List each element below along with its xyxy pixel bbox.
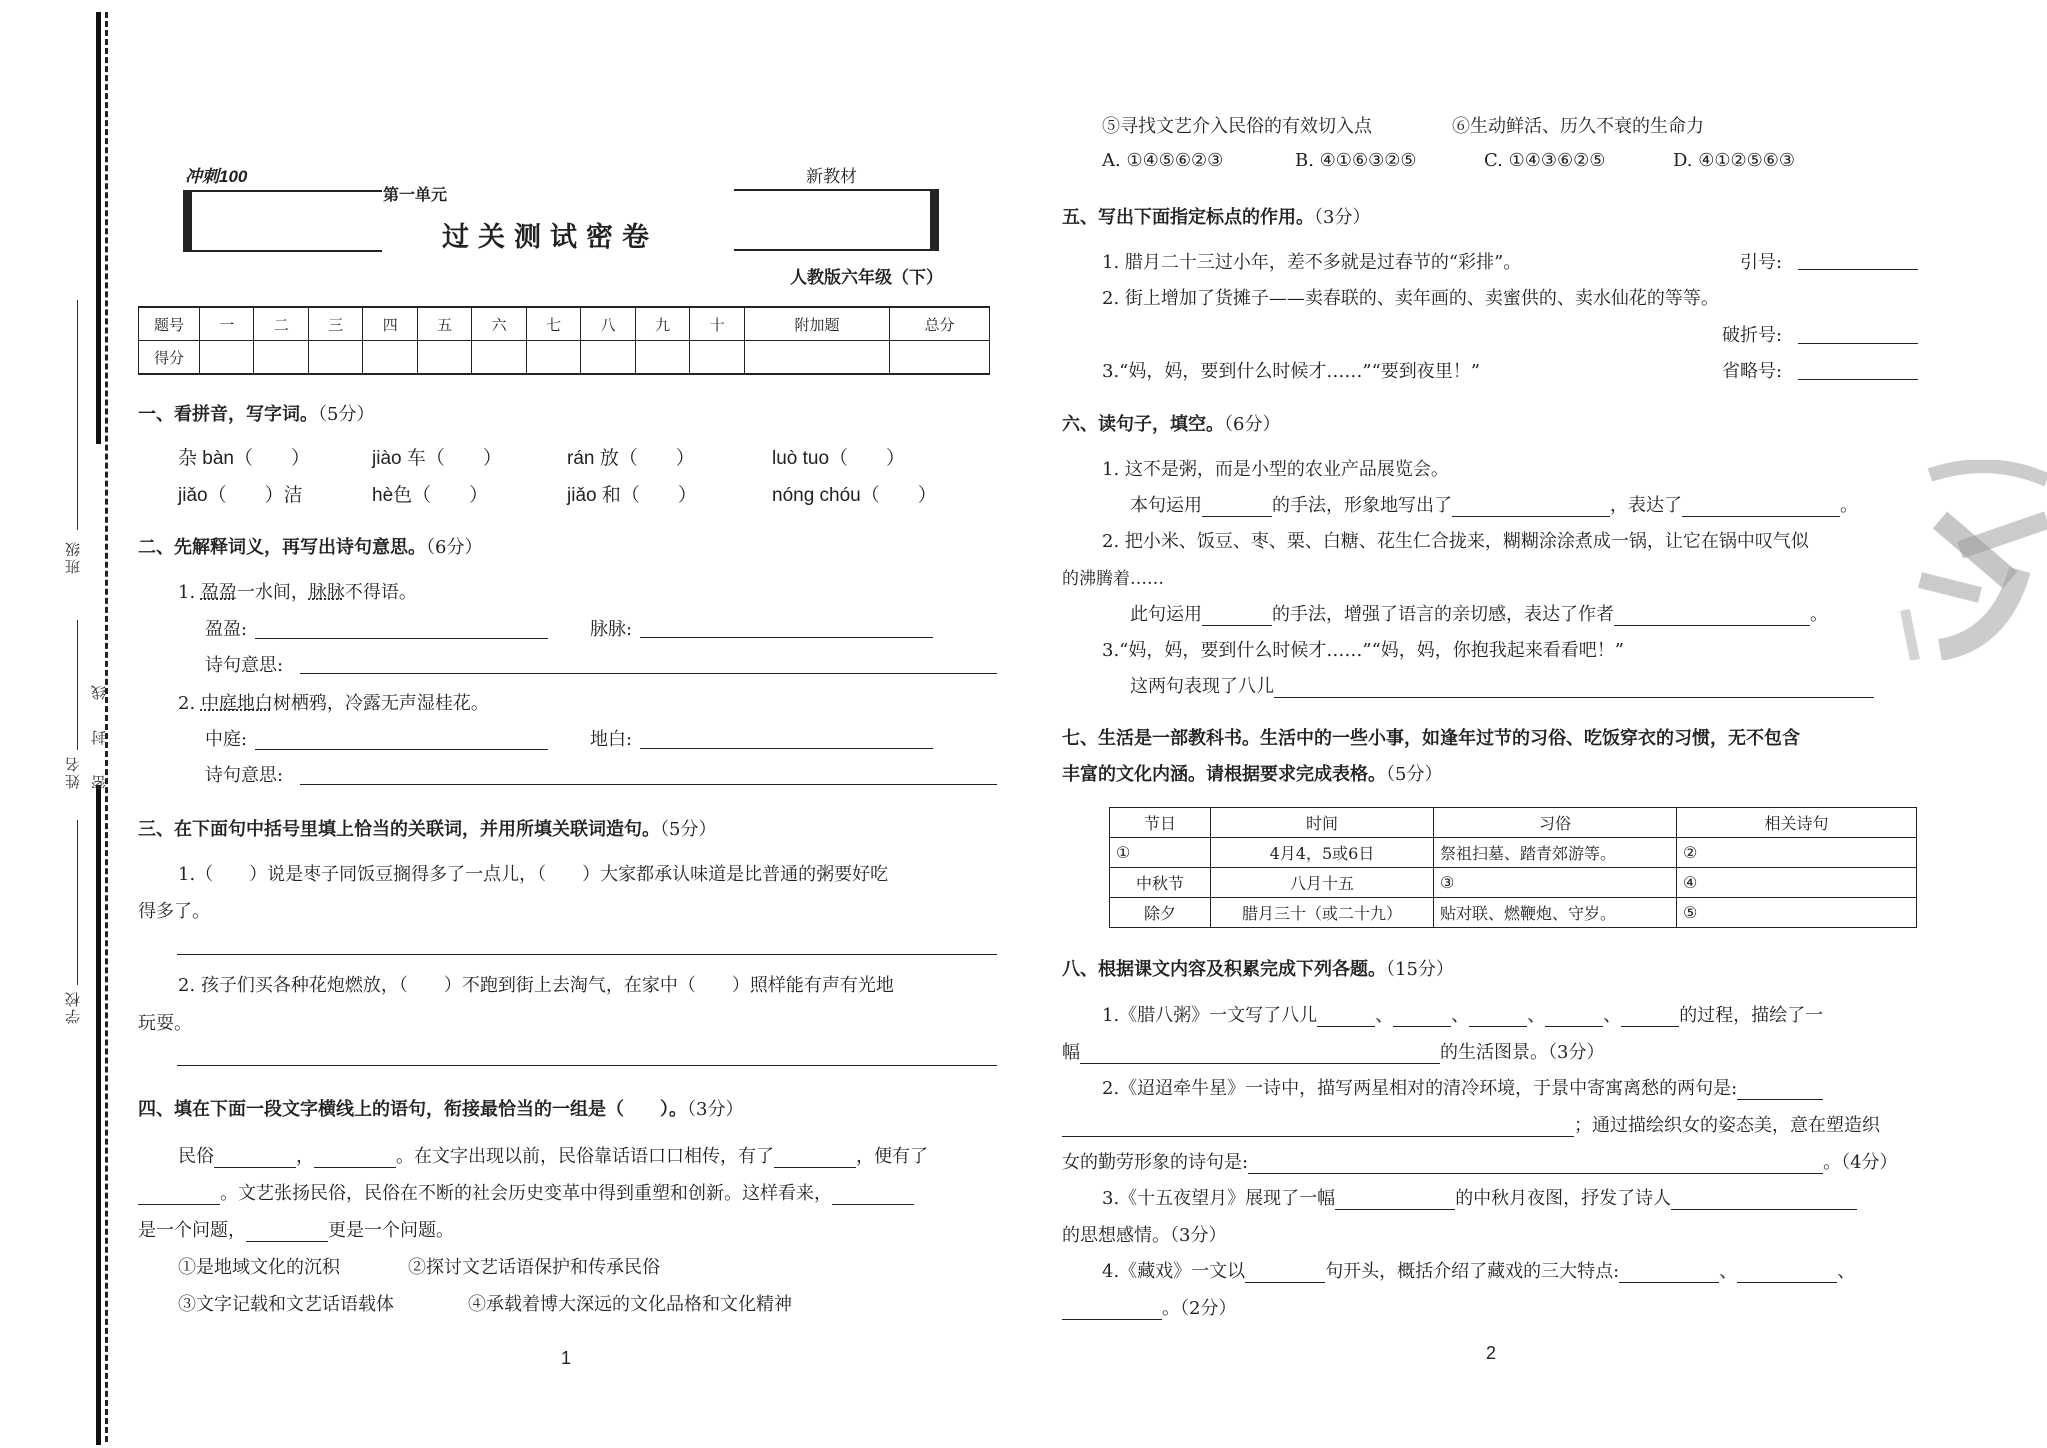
passage-line xyxy=(138,1216,454,1242)
seal-char-line: 线 xyxy=(90,685,108,700)
fill-blank[interactable] xyxy=(1737,1081,1823,1100)
fill-blank[interactable] xyxy=(1080,1045,1440,1064)
fill-text: 、 xyxy=(1527,1005,1546,1026)
score-row-header: 得分 xyxy=(139,341,200,375)
question-text: 1. 腊月二十三过小年，差不多就是过春节的“彩排”。 xyxy=(1102,252,1522,273)
pinyin-item[interactable]: jiǎo 和（ ） xyxy=(567,485,697,506)
section-title-text: 三、在下面句中括号里填上恰当的关联词，并用所填关联词造句。 xyxy=(138,819,660,840)
fill-text: ，表达了 xyxy=(1610,495,1682,516)
cell-poem[interactable]: ④ xyxy=(1677,868,1917,898)
question-text: 2. 把小米、饭豆、枣、栗、白糖、花生仁合拢来，糊糊涂涂煮成一锅，让它在锅中叹气似 xyxy=(1102,531,1809,552)
binding-bar-bottom xyxy=(96,785,101,1445)
fill-text: 的过程，描绘了一 xyxy=(1679,1005,1824,1026)
seal-char-seal: 封 xyxy=(90,730,108,745)
score-cell[interactable] xyxy=(472,341,526,375)
score-col: 八 xyxy=(581,307,635,341)
fill-blank[interactable] xyxy=(1248,1155,1823,1174)
page-number: 2 xyxy=(1486,1343,1497,1363)
score-col: 五 xyxy=(417,307,471,341)
choice-d[interactable]: D. ④①②⑤⑥③ xyxy=(1673,150,1796,171)
fill-text: 的中秋月夜图，抒发了诗人 xyxy=(1455,1188,1672,1209)
section-points: （15分） xyxy=(1386,959,1454,980)
answer-blank[interactable] xyxy=(640,748,933,749)
fill-blank[interactable] xyxy=(1737,1264,1837,1283)
passage-line xyxy=(178,1142,928,1168)
score-col: 二 xyxy=(254,307,308,341)
fill-blank[interactable] xyxy=(1062,1118,1574,1137)
section-1-title xyxy=(138,400,374,426)
option-item: ②探讨文艺话语保护和传承民俗 xyxy=(408,1257,660,1278)
question-number: 2. xyxy=(178,693,196,714)
answer-blank[interactable] xyxy=(300,673,997,674)
fill-text: 的生活图景。（3分） xyxy=(1440,1042,1605,1063)
fill-blank[interactable] xyxy=(1274,679,1874,698)
section-title-text: 一、看拼音，写字词。 xyxy=(138,404,318,425)
option-item: ④承载着博大深远的文化品格和文化精神 xyxy=(468,1294,792,1315)
poem-text: 不得语。 xyxy=(344,582,417,603)
section-3-title xyxy=(138,815,716,841)
fill-text: ；通过描绘织女的姿态美，意在塑造织 xyxy=(1574,1115,1880,1136)
question-text: 3.“妈，妈，要到什么时候才……”“要到夜里！” xyxy=(1102,361,1480,382)
passage-text: 更是一个问题。 xyxy=(328,1220,454,1241)
meaning-label: 诗句意思: xyxy=(205,655,284,676)
fill-blank[interactable] xyxy=(138,1186,220,1205)
score-col: 七 xyxy=(526,307,580,341)
fill-text: 。 xyxy=(1810,604,1828,625)
score-row-header: 题号 xyxy=(139,307,200,341)
fill-line xyxy=(1062,1294,1236,1320)
punct-label-ellipsis: 省略号: xyxy=(1722,361,1783,382)
choice-c[interactable]: C. ①④③⑥②⑤ xyxy=(1484,150,1606,171)
pinyin-item[interactable]: rán 放（ ） xyxy=(567,448,695,469)
score-col: 六 xyxy=(472,307,526,341)
cell-custom: 祭祖扫墓、踏青郊游等。 xyxy=(1434,838,1677,868)
fill-text: 、 xyxy=(1719,1261,1738,1282)
fill-line xyxy=(1130,600,1828,626)
score-cell[interactable] xyxy=(526,341,580,375)
fill-blank[interactable] xyxy=(314,1149,396,1168)
cell-custom: 贴对联、燃鞭炮、守岁。 xyxy=(1434,898,1677,928)
pinyin-item[interactable]: jiào 车（ ） xyxy=(372,448,502,469)
option-item: ⑤寻找文艺介入民俗的有效切入点 xyxy=(1102,116,1372,137)
unit-badge: 第一单元 xyxy=(383,185,448,204)
option-item: ③文字记载和文艺话语载体 xyxy=(178,1294,394,1315)
fill-text: 本句运用 xyxy=(1130,495,1202,516)
cell-festival[interactable]: ① xyxy=(1110,838,1211,868)
cell-festival: 中秋节 xyxy=(1110,868,1211,898)
cell-time: 八月十五 xyxy=(1211,868,1434,898)
fill-blank[interactable] xyxy=(1469,1008,1527,1027)
passage-text: 。在文字出现以前，民俗靠话语口口相传，有了 xyxy=(396,1146,774,1167)
section-title-text: 二、先解释词义，再写出诗句意思。 xyxy=(138,537,426,558)
fill-blank[interactable] xyxy=(1671,1191,1857,1210)
binding-bar-top xyxy=(96,12,101,444)
poem-text: 一水间， xyxy=(236,582,309,603)
fill-text: 、 xyxy=(1603,1005,1622,1026)
school-field-line[interactable] xyxy=(77,820,78,985)
fill-text: 这两句表现了八儿 xyxy=(1130,676,1274,697)
name-field-label: 姓名 xyxy=(64,755,82,789)
class-field-label: 班级 xyxy=(64,540,82,574)
fill-blank[interactable] xyxy=(1452,498,1610,517)
table-row xyxy=(1110,868,1917,898)
cell-festival: 除夕 xyxy=(1110,898,1211,928)
fill-text: 、 xyxy=(1451,1005,1470,1026)
festival-table-header xyxy=(1110,808,1917,838)
answer-blank[interactable] xyxy=(1798,269,1918,270)
option-item: ①是地域文化的沉积 xyxy=(178,1257,340,1278)
choice-b[interactable]: B. ④①⑥③②⑤ xyxy=(1295,150,1417,171)
score-cell[interactable] xyxy=(254,341,308,375)
school-field-label: 学校 xyxy=(64,990,82,1024)
fill-blank[interactable] xyxy=(1062,1301,1162,1320)
col-header: 节日 xyxy=(1110,808,1211,838)
fill-text: 4.《藏戏》一文以 xyxy=(1102,1261,1246,1282)
pinyin-item[interactable]: hè色（ ） xyxy=(372,485,489,506)
fill-line xyxy=(1062,1148,1898,1174)
pinyin-item[interactable]: 杂 bàn（ ） xyxy=(178,448,310,469)
cell-time: 4月4，5或6日 xyxy=(1211,838,1434,868)
cell-poem[interactable]: ⑤ xyxy=(1677,898,1917,928)
fill-text: 1.《腊八粥》一文写了八儿 xyxy=(1102,1005,1318,1026)
passage-text: ，便有了 xyxy=(856,1146,928,1167)
answer-blank[interactable] xyxy=(255,638,548,639)
header-frame-right xyxy=(734,189,939,251)
section-points: （5分） xyxy=(660,819,717,840)
choice-a[interactable]: A. ①④⑤⑥②③ xyxy=(1102,150,1224,171)
section-title-text: 五、写出下面指定标点的作用。 xyxy=(1062,207,1314,228)
passage-line xyxy=(138,1179,914,1205)
score-cell[interactable] xyxy=(744,341,889,375)
table-row xyxy=(1110,898,1917,928)
brand-label: 冲刺100 xyxy=(185,167,248,186)
fill-line xyxy=(1102,1184,1857,1210)
fill-line xyxy=(1130,491,1858,517)
fill-blank[interactable] xyxy=(1619,1264,1719,1283)
cell-custom[interactable]: ③ xyxy=(1434,868,1677,898)
fill-line xyxy=(1102,1001,1823,1027)
score-cell[interactable] xyxy=(635,341,689,375)
edition-label: 新教材 xyxy=(806,167,857,187)
fill-line xyxy=(1102,1257,1855,1283)
fill-blank[interactable] xyxy=(1393,1008,1451,1027)
sentence-blank[interactable] xyxy=(177,1065,997,1066)
fill-line xyxy=(1062,1111,1880,1137)
fill-text: 、 xyxy=(1375,1005,1394,1026)
score-cell[interactable] xyxy=(890,341,990,375)
meaning-label: 诗句意思: xyxy=(205,765,284,786)
col-header: 相关诗句 xyxy=(1677,808,1917,838)
section-points: （5分） xyxy=(318,404,375,425)
watermark-stamp-icon xyxy=(1900,460,2047,660)
poem-line-2 xyxy=(178,689,489,715)
question-text: 得多了。 xyxy=(138,901,210,922)
section-7-title: 七、生活是一部教科书。生活中的一些小事，如逢年过节的习俗、吃饭穿衣的习惯，无不包含 xyxy=(1062,728,1800,749)
grade-label: 人教版六年级（下） xyxy=(790,268,943,288)
section-points: （5分） xyxy=(1386,764,1443,785)
pinyin-item[interactable]: luò tuo（ ） xyxy=(772,448,906,469)
emphasized-word: 盈盈 xyxy=(200,582,237,603)
punct-label-dash: 破折号: xyxy=(1722,325,1783,346)
col-header: 时间 xyxy=(1211,808,1434,838)
word-label: 脉脉: xyxy=(590,619,633,640)
fill-blank[interactable] xyxy=(1545,1008,1603,1027)
fill-blank[interactable] xyxy=(1621,1008,1679,1027)
score-table-header-row xyxy=(139,307,990,341)
section-points: （3分） xyxy=(687,1099,744,1120)
score-cell[interactable] xyxy=(308,341,362,375)
score-table xyxy=(138,306,990,375)
question-text: 1.（ ）说是枣子同饭豆搁得多了一点儿，（ ）大家都承认味道是比普通的粥要好吃 xyxy=(178,864,889,885)
col-header: 习俗 xyxy=(1434,808,1677,838)
fill-text: 。 xyxy=(1840,495,1858,516)
score-cell[interactable] xyxy=(417,341,471,375)
fill-line xyxy=(1062,1038,1604,1064)
passage-text: ， xyxy=(296,1146,314,1167)
name-field-line[interactable] xyxy=(77,620,78,750)
score-col: 附加题 xyxy=(744,307,889,341)
answer-blank[interactable] xyxy=(640,637,933,638)
class-field-line[interactable] xyxy=(77,300,78,530)
section-points: （6分） xyxy=(426,537,483,558)
section-8-title xyxy=(1062,955,1454,981)
score-col: 三 xyxy=(308,307,362,341)
fill-line xyxy=(1102,1074,1823,1100)
section-7-title-cont xyxy=(1062,760,1442,786)
word-label: 中庭: xyxy=(205,729,248,750)
section-6-title xyxy=(1062,410,1280,436)
section-points: （6分） xyxy=(1224,414,1281,435)
fill-line xyxy=(1130,672,1874,698)
score-col: 总分 xyxy=(890,307,990,341)
question-text: 的沸腾着…… xyxy=(1062,569,1164,589)
fill-text: 。（4分） xyxy=(1823,1152,1898,1173)
table-row xyxy=(1110,838,1917,868)
word-label: 盈盈: xyxy=(205,619,248,640)
cut-line xyxy=(105,12,108,1442)
passage-text: 是一个问题， xyxy=(138,1220,246,1241)
fill-blank[interactable] xyxy=(1245,1264,1325,1283)
fill-blank[interactable] xyxy=(1202,607,1272,626)
section-points: （3分） xyxy=(1314,207,1371,228)
fill-line: 的思想感情。（3分） xyxy=(1062,1225,1227,1246)
pinyin-item[interactable]: jiǎo（ ）洁 xyxy=(178,485,303,506)
fill-blank[interactable] xyxy=(1317,1008,1375,1027)
fill-text: 的手法，形象地写出了 xyxy=(1272,495,1452,516)
fill-blank[interactable] xyxy=(1614,607,1810,626)
sentence-blank[interactable] xyxy=(177,954,997,955)
fill-text: 句开头，概括介绍了藏戏的三大特点: xyxy=(1325,1261,1620,1282)
festival-table xyxy=(1109,807,1917,928)
word-label: 地白: xyxy=(590,729,633,750)
emphasized-word: 地白 xyxy=(236,693,273,714)
question-text: 玩耍。 xyxy=(138,1013,192,1034)
fill-text: 2.《迢迢牵牛星》一诗中，描写两星相对的清冷环境，于景中寄寓离愁的两句是: xyxy=(1102,1078,1738,1099)
emphasized-word: 脉脉 xyxy=(308,582,345,603)
question-text: 3.“妈，妈，要到什么时候才……”“妈，妈，你抱我起来看看吧！” xyxy=(1102,640,1624,661)
section-title-text: 四、填在下面一段文字横线上的语句，衔接最恰当的一组是（ ）。 xyxy=(138,1099,687,1120)
section-2-title xyxy=(138,533,482,559)
section-title-text: 八、根据课文内容及积累完成下列各题。 xyxy=(1062,959,1386,980)
score-table-score-row xyxy=(139,341,990,375)
fill-text: 此句运用 xyxy=(1130,604,1202,625)
fill-text: 幅 xyxy=(1062,1042,1080,1063)
section-title-text: 六、读句子，填空。 xyxy=(1062,414,1224,435)
fill-blank[interactable] xyxy=(832,1186,914,1205)
fill-text: 的手法，增强了语言的亲切感，表达了作者 xyxy=(1272,604,1614,625)
question-text: 2. 孩子们买各种花炮燃放，（ ）不跑到街上去淘气，在家中（ ）照样能有声有光地 xyxy=(178,975,894,996)
page-title: 过关测试密卷 xyxy=(442,222,658,253)
question-text: 2. 街上增加了货摊子——卖春联的、卖年画的、卖蜜供的、卖水仙花的等等。 xyxy=(1102,288,1719,309)
score-cell[interactable] xyxy=(363,341,417,375)
section-4-title xyxy=(138,1095,743,1121)
fill-blank[interactable] xyxy=(1335,1191,1455,1210)
score-col: 十 xyxy=(690,307,744,341)
answer-blank[interactable] xyxy=(300,784,997,785)
score-cell[interactable] xyxy=(581,341,635,375)
fill-text: 女的勤劳形象的诗句是: xyxy=(1062,1152,1249,1173)
fill-text: 。（2分） xyxy=(1162,1298,1237,1319)
emphasized-word: 中庭 xyxy=(200,693,237,714)
cell-poem[interactable]: ② xyxy=(1677,838,1917,868)
page-number: 1 xyxy=(561,1348,572,1368)
score-cell[interactable] xyxy=(200,341,254,375)
fill-text: 、 xyxy=(1837,1261,1856,1282)
poem-line-1 xyxy=(178,578,417,604)
pinyin-item[interactable]: nóng chóu（ ） xyxy=(772,485,937,506)
punct-label-quote: 引号: xyxy=(1740,252,1783,273)
fill-blank[interactable] xyxy=(1682,498,1840,517)
passage-text: 。文艺张扬民俗，民俗在不断的社会历史变革中得到重塑和创新。这样看来， xyxy=(220,1183,832,1204)
fill-blank[interactable] xyxy=(214,1149,296,1168)
poem-text: 树栖鸦，冷露无声湿桂花。 xyxy=(272,693,489,714)
answer-blank[interactable] xyxy=(255,749,548,750)
score-col: 一 xyxy=(200,307,254,341)
option-item: ⑥生动鲜活、历久不衰的生命力 xyxy=(1452,116,1704,137)
score-col: 九 xyxy=(635,307,689,341)
fill-text: 3.《十五夜望月》展现了一幅 xyxy=(1102,1188,1336,1209)
section-title-text: 丰富的文化内涵。请根据要求完成表格。 xyxy=(1062,764,1386,785)
answer-blank[interactable] xyxy=(1798,379,1918,380)
question-text: 1. 这不是粥，而是小型的农业产品展览会。 xyxy=(1102,459,1449,480)
fill-blank[interactable] xyxy=(774,1149,856,1168)
question-number: 1. xyxy=(178,582,196,603)
cell-time: 腊月三十（或二十九） xyxy=(1211,898,1434,928)
fill-blank[interactable] xyxy=(246,1223,328,1242)
header-frame-left xyxy=(183,190,382,252)
section-5-title xyxy=(1062,203,1370,229)
score-cell[interactable] xyxy=(690,341,744,375)
answer-blank[interactable] xyxy=(1798,343,1918,344)
seal-char-secret: 密 xyxy=(90,775,108,790)
score-col: 四 xyxy=(363,307,417,341)
passage-text: 民俗 xyxy=(178,1146,214,1167)
fill-blank[interactable] xyxy=(1202,498,1272,517)
